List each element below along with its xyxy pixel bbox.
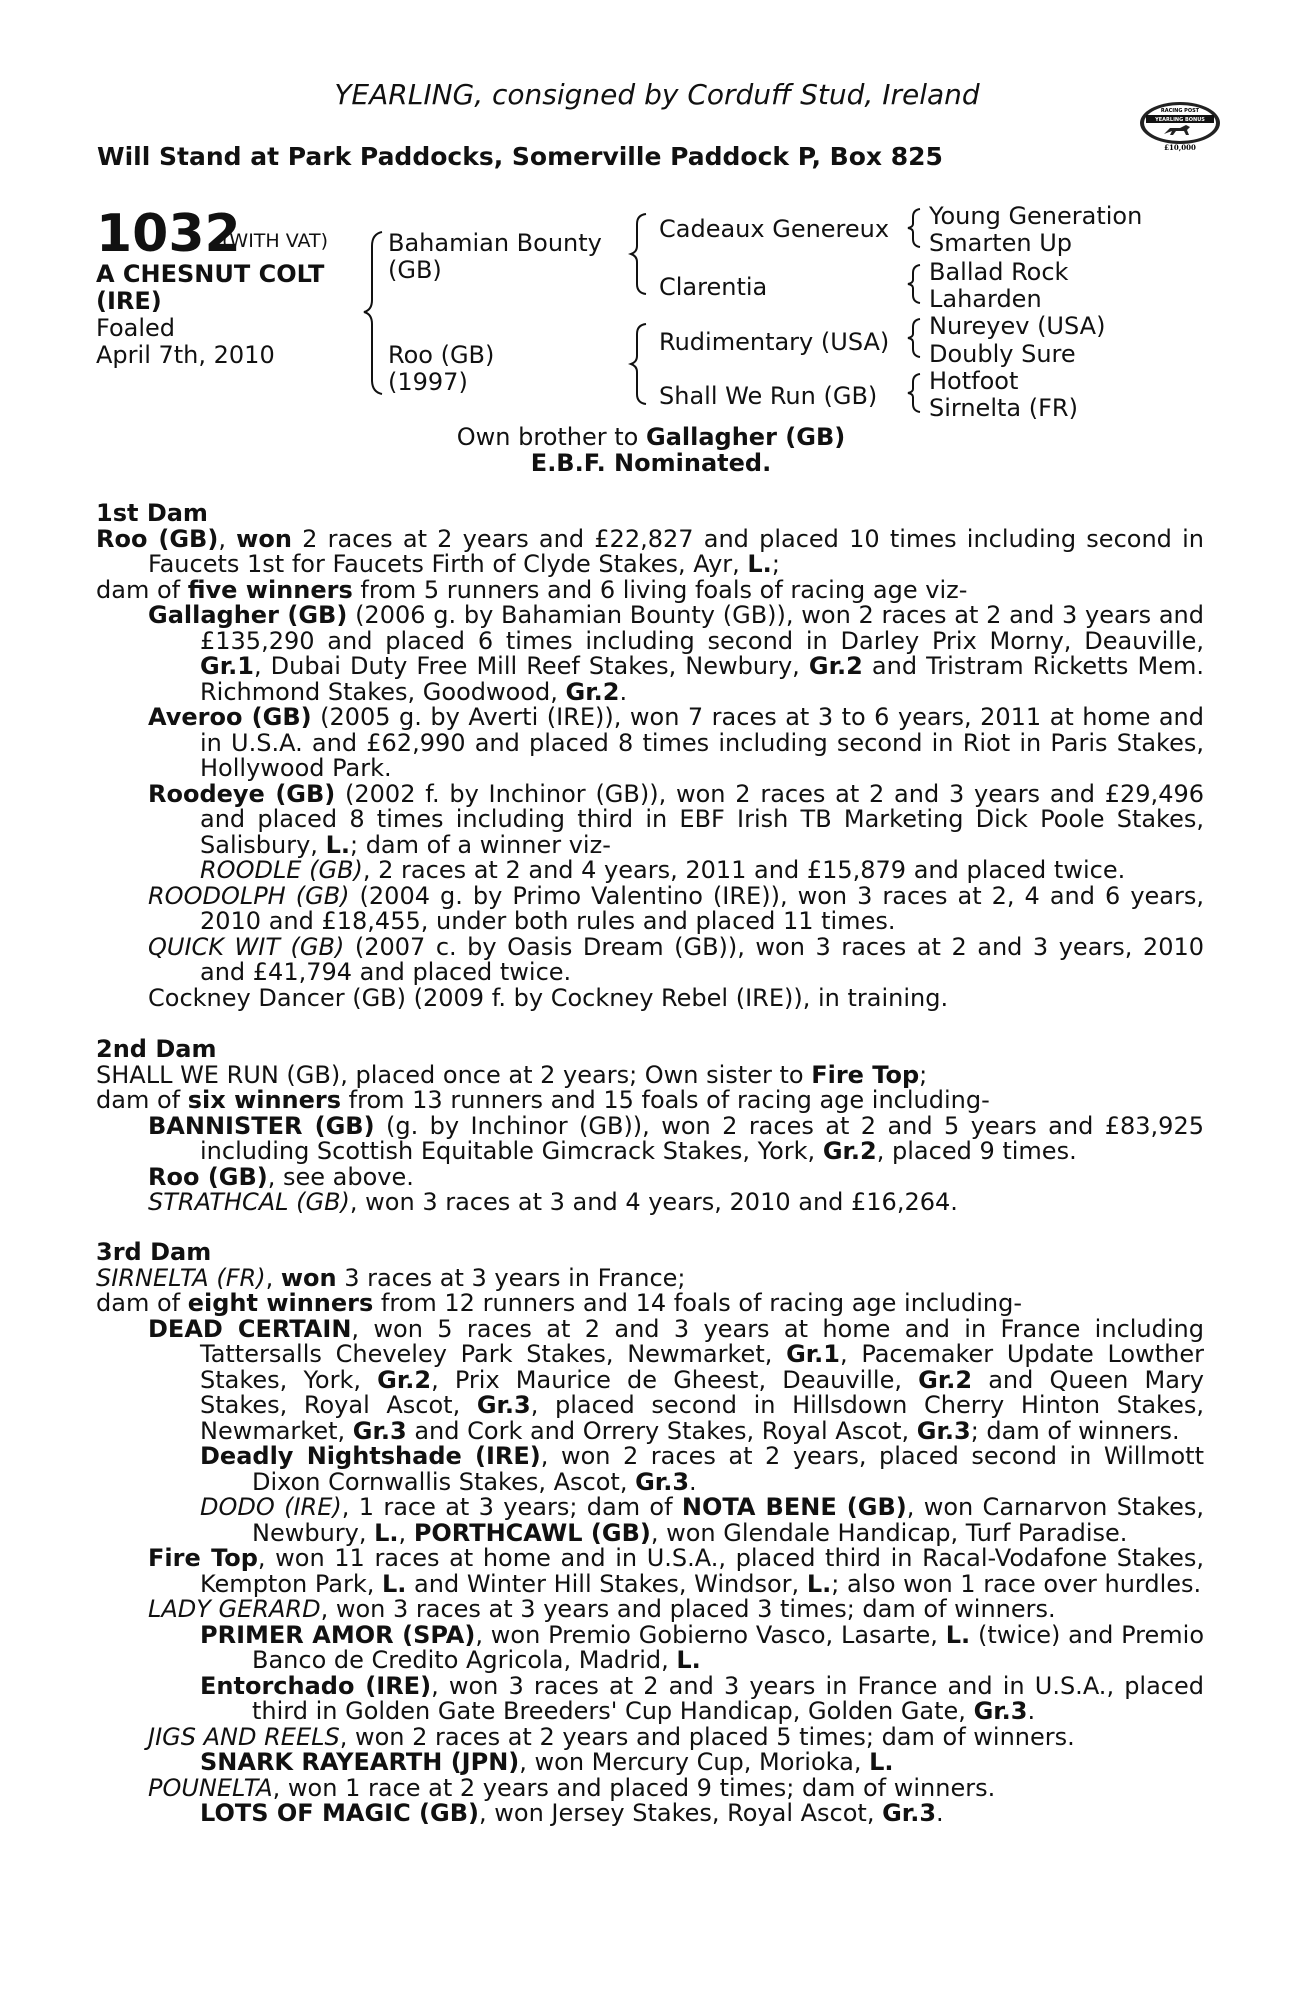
produce-averoo: Averoo (GB) (2005 g. by Averti (IRE)), won 7 races at 3 to 6 years, 2011 at home and in U.S.A. and £62,990 and placed 8 times including second in Riot in Paris Stakes, Hollywood Park. — [148, 703, 1204, 782]
pedigree-dds: Hotfoot — [929, 367, 1019, 395]
produce-roo: Roo (GB), see above. — [148, 1162, 414, 1191]
ebf-note: E.B.F. Nominated. — [530, 449, 772, 477]
pedigree-dss: Nureyev (USA) — [929, 312, 1106, 340]
pedigree-sire-dam: Clarentia — [659, 273, 768, 301]
pedigree-sire: Bahamian Bounty — [388, 229, 602, 257]
first-dam-section — [96, 501, 1204, 1011]
pedigree-brace-gg1 — [904, 205, 924, 251]
produce-primer-amor: PRIMER AMOR (SPA), won Premio Gobierno Vasco, Lasarte, L. (twice) and Premio Banco de Credito Agricola, Madrid, L. — [200, 1620, 1204, 1674]
pedigree-sss: Young Generation — [929, 202, 1143, 230]
badge-text-mid: YEARLING BONUS — [1155, 117, 1205, 123]
pedigree-sire-country: (GB) — [388, 256, 442, 284]
pedigree-brace-gg4 — [904, 370, 924, 416]
produce-lady-gerard: LADY GERARD, won 3 races at 3 years and placed 3 times; dam of winners. — [148, 1595, 1056, 1623]
third-dam-produce: dam of eight winners from 12 runners and 14 foals of racing age including- — [96, 1289, 1022, 1317]
second-dam-record: SHALL WE RUN (GB), placed once at 2 years; Own sister to Fire Top; — [96, 1060, 928, 1089]
pedigree-sds: Ballad Rock — [929, 258, 1069, 286]
foaled-date: April 7th, 2010 — [96, 341, 275, 369]
produce-gallagher: Gallagher (GB) (2006 g. by Bahamian Bounty (GB)), won 2 races at 2 and 3 years and £135,290 and placed 6 times including second in Darley Prix Morny, Deauville, Gr.1, Dubai Duty Free Mill Reef Stakes, Newbury, Gr.2 and Tristram Ricketts Mem. Richmond Stakes, Goodwood, Gr.2. — [148, 601, 1204, 706]
produce-entorchado: Entorchado (IRE), won 3 races at 2 and 3 years in France and in U.S.A., placed third in Golden Gate Breeders' Cup Handicap, Golden Gate, Gr.3. — [200, 1671, 1205, 1725]
pedigree-dam-year: (1997) — [388, 368, 468, 396]
yearling-bonus-badge-icon — [1138, 98, 1222, 152]
badge-text-top: RACING POST — [1160, 108, 1200, 114]
own-brother-note: Own brother to Gallagher (GB) — [456, 423, 846, 451]
produce-roodle: ROODLE (GB), 2 races at 2 and 4 years, 2011 and £15,879 and placed twice. — [200, 856, 1126, 884]
produce-strathcal: STRATHCAL (GB), won 3 races at 3 and 4 years, 2010 and £16,264. — [148, 1188, 958, 1216]
produce-snark-rayearth: SNARK RAYEARTH (JPN), won Mercury Cup, Morioka, L. — [200, 1748, 894, 1776]
pedigree-dam-sire: Rudimentary (USA) — [659, 328, 890, 356]
pedigree-ddd: Sirnelta (FR) — [929, 394, 1078, 422]
produce-dodo: DODO (IRE), 1 race at 3 years; dam of NOTA BENE (GB), won Carnarvon Stakes, Newbury, L., PORTHCAWL (GB), won Glendale Handicap, Turf Paradise. — [200, 1493, 1204, 1547]
first-dam-produce: dam of five winners from 5 runners and 6 living foals of racing age viz- — [96, 575, 968, 604]
second-dam-section — [96, 1037, 1204, 1216]
stand-location: Will Stand at Park Paddocks, Somerville Paddock P, Box 825 — [97, 142, 943, 171]
pedigree-sire-sire: Cadeaux Genereux — [659, 215, 890, 243]
second-dam-heading: 2nd Dam — [96, 1035, 217, 1063]
produce-lots-of-magic: LOTS OF MAGIC (GB), won Jersey Stakes, Royal Ascot, Gr.3. — [200, 1799, 944, 1827]
produce-deadly-nightshade: Deadly Nightshade (IRE), won 2 races at 2 years, placed second in Willmott Dixon Cornwallis Stakes, Ascot, Gr.3. — [200, 1442, 1204, 1496]
pedigree-brace-dam — [628, 318, 652, 410]
third-dam-heading: 3rd Dam — [96, 1238, 212, 1266]
third-dam-record: SIRNELTA (FR), won 3 races at 3 years in France; — [96, 1263, 686, 1292]
produce-fire-top: Fire Top, won 11 races at home and in U.S.A., placed third in Racal-Vodafone Stakes, Kempton Park, L. and Winter Hill Stakes, Windsor, L.; also won 1 race over hurdles. — [148, 1544, 1204, 1598]
vat-note: (WITH VAT) — [222, 230, 329, 252]
first-dam-heading: 1st Dam — [96, 499, 208, 527]
pedigree-dsd: Doubly Sure — [929, 340, 1076, 368]
badge-text-bottom: £10,000 — [1164, 143, 1196, 152]
pedigree-sdd: Laharden — [929, 285, 1042, 313]
first-dam-record: Roo (GB), won 2 races at 2 years and £22,827 and placed 10 times including second in Faucets 1st for Faucets Firth of Clyde Stakes, Ayr, L.; — [96, 524, 1204, 578]
third-dam-section — [96, 1240, 1204, 1827]
lot-description-line1: A CHESNUT COLT — [96, 260, 325, 288]
second-dam-produce: dam of six winners from 13 runners and 15 foals of racing age including- — [96, 1086, 990, 1114]
lot-number: 1032 — [96, 204, 241, 264]
pedigree-brace-gg2 — [904, 261, 924, 307]
pedigree-dam-dam: Shall We Run (GB) — [659, 382, 878, 410]
produce-pounelta: POUNELTA, won 1 race at 2 years and placed 9 times; dam of winners. — [148, 1773, 996, 1802]
pedigree-brace-main — [360, 220, 390, 400]
produce-quick-wit: QUICK WIT (GB) (2007 c. by Oasis Dream (GB)), won 3 races at 2 and 3 years, 2010 and £41,794 and placed twice. — [148, 932, 1205, 986]
produce-roodeye: Roodeye (GB) (2002 f. by Inchinor (GB)), won 2 races at 2 and 3 years and £29,496 and placed 8 times including third in EBF Irish TB Marketing Dick Poole Stakes, Salisbury, L.; dam of a winner viz- — [148, 779, 1204, 859]
foaled-label: Foaled — [96, 314, 176, 342]
lot-description-line2: (IRE) — [96, 287, 162, 315]
consignment-line: YEARLING, consigned by Corduff Stud, Ireland — [334, 78, 980, 111]
pedigree-brace-sire — [628, 208, 652, 300]
produce-bannister: BANNISTER (GB) (g. by Inchinor (GB)), won 2 races at 2 and 5 years and £83,925 including Scottish Equitable Gimcrack Stakes, York, Gr.2, placed 9 times. — [148, 1111, 1204, 1165]
produce-dead-certain: DEAD CERTAIN, won 5 races at 2 and 3 years at home and in France including Tattersalls Cheveley Park Stakes, Newmarket, Gr.1, Pacemaker Update Lowther Stakes, York, Gr.2, Prix Maurice de Gheest, Deauville, Gr.2 and Queen Mary Stakes, Royal Ascot, Gr.3, placed second in Hillsdown Cherry Hinton Stakes, Newmarket, Gr.3 and Cork and Orrery Stakes, Royal Ascot, Gr.3; dam of winners. — [148, 1314, 1204, 1445]
pedigree-dam: Roo (GB) — [388, 341, 495, 369]
produce-cockney-dancer: Cockney Dancer (GB) (2009 f. by Cockney Rebel (IRE)), in training. — [148, 983, 949, 1012]
produce-roodolph: ROODOLPH (GB) (2004 g. by Primo Valentino (IRE)), won 3 races at 2, 4 and 6 years, 2010 and £18,455, under both rules and placed 11 times. — [148, 881, 1204, 935]
produce-jigs-and-reels: JIGS AND REELS, won 2 races at 2 years and placed 5 times; dam of winners. — [148, 1722, 1075, 1751]
pedigree-brace-gg3 — [904, 315, 924, 361]
pedigree-ssd: Smarten Up — [929, 229, 1073, 257]
